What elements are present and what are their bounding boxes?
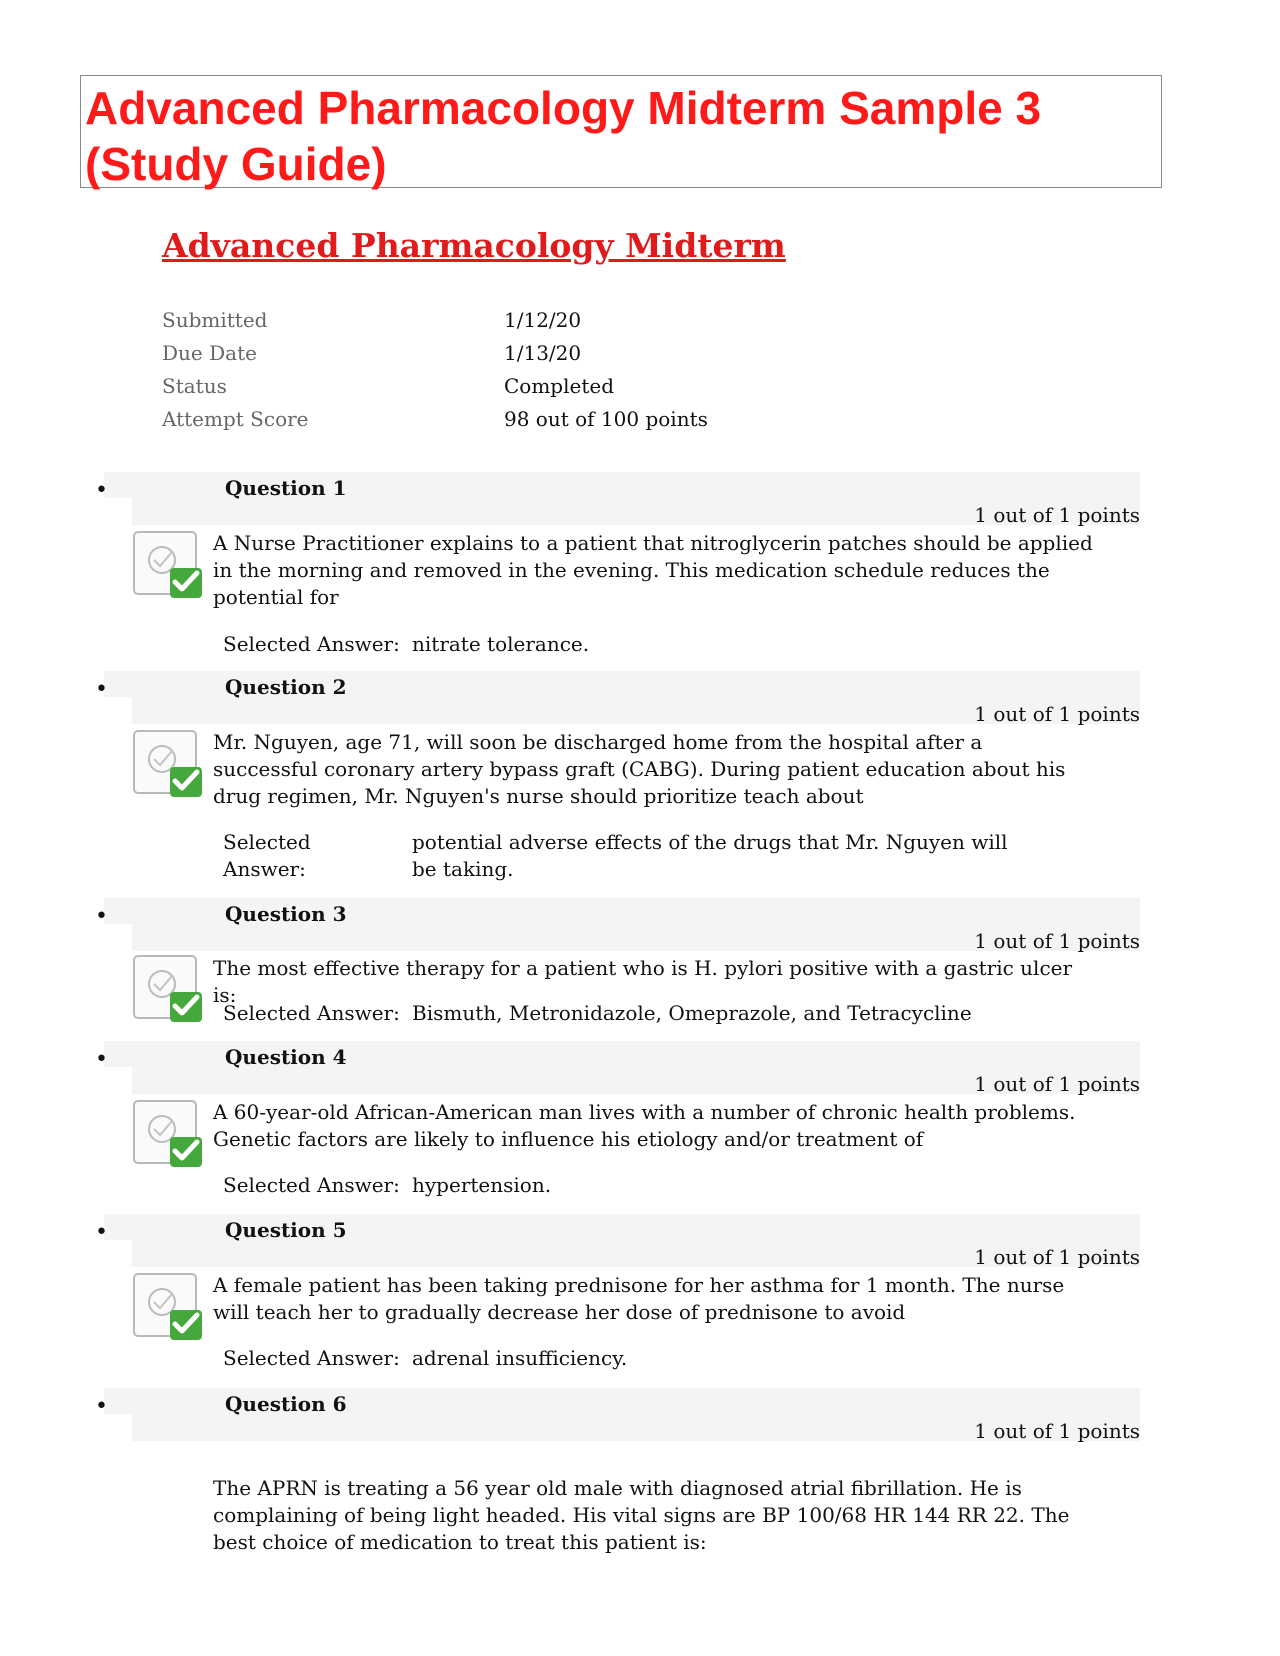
- meta-row: [162, 308, 862, 341]
- question-label: Question 2: [225, 675, 347, 699]
- question-points: 1 out of 1 points: [974, 503, 1140, 527]
- question-label: Question 5: [225, 1218, 347, 1242]
- question-label: Question 4: [225, 1045, 347, 1069]
- question-points: 1 out of 1 points: [974, 1419, 1140, 1443]
- bullet: •: [95, 1220, 108, 1245]
- correct-check-icon: [132, 729, 204, 801]
- bullet: •: [95, 1047, 108, 1072]
- bullet: •: [95, 1394, 108, 1419]
- correct-check-icon: [132, 1272, 204, 1344]
- selected-answer-label: [223, 829, 311, 883]
- selected-answer-label: Selected Answer:: [223, 1346, 400, 1370]
- meta-key: Submitted: [162, 308, 268, 332]
- question-label: Question 6: [225, 1392, 347, 1416]
- bullet: •: [95, 904, 108, 929]
- meta-value: 1/12/20: [504, 308, 582, 332]
- selected-label-line: Answer:: [223, 857, 306, 881]
- question-label: Question 1: [225, 476, 347, 500]
- question-text: A 60-year-old African-American man lives with a number of chronic health problems. Genetic factors are likely to influence his etiology and/or treatment of: [213, 1100, 1076, 1151]
- meta-key: Attempt Score: [162, 407, 309, 431]
- document-title-box: [80, 75, 1162, 188]
- question-label: Question 3: [225, 902, 347, 926]
- document-title: Advanced Pharmacology Midterm Sample 3 (Study Guide): [85, 82, 1042, 190]
- bullet: •: [95, 478, 108, 503]
- bullet: •: [95, 677, 108, 702]
- selected-answer: adrenal insufficiency.: [412, 1346, 628, 1370]
- meta-key: Due Date: [162, 341, 257, 365]
- question-text: A Nurse Practitioner explains to a patient that nitroglycerin patches should be applied in the morning and removed in the evening. This medication schedule reduces the potential for: [213, 531, 1093, 609]
- correct-check-icon: [132, 954, 204, 1026]
- question-text: The APRN is treating a 56 year old male with diagnosed atrial fibrillation. He is complaining of being light headed. His vital signs are BP 100/68 HR 144 RR 22. The best choice of medication to treat this patient is:: [213, 1476, 1070, 1554]
- selected-answer-label: Selected Answer:: [223, 1001, 400, 1025]
- selected-answer-label: Selected Answer:: [223, 1173, 400, 1197]
- question-points: 1 out of 1 points: [974, 702, 1140, 726]
- meta-key: Status: [162, 374, 227, 398]
- exam-title: Advanced Pharmacology Midterm: [162, 226, 786, 265]
- selected-label-line: Selected: [223, 830, 311, 854]
- submission-details: [162, 308, 862, 440]
- question-text: A female patient has been taking prednisone for her asthma for 1 month. The nurse will teach her to gradually decrease her dose of prednisone to avoid: [213, 1273, 1065, 1324]
- meta-row: [162, 341, 862, 374]
- question-points: 1 out of 1 points: [974, 929, 1140, 953]
- question-text: The most effective therapy for a patient who is H. pylori positive with a gastric ulcer is:: [213, 956, 1073, 1007]
- selected-answer: hypertension.: [412, 1173, 552, 1197]
- selected-answer: nitrate tolerance.: [412, 632, 590, 656]
- selected-answer: Bismuth, Metronidazole, Omeprazole, and Tetracycline: [412, 1001, 972, 1025]
- question-points: 1 out of 1 points: [974, 1245, 1140, 1269]
- selected-answer-label: Selected Answer:: [223, 632, 400, 656]
- meta-value: 1/13/20: [504, 341, 582, 365]
- meta-value: Completed: [504, 374, 615, 398]
- correct-check-icon: [132, 1099, 204, 1171]
- meta-row: [162, 407, 862, 440]
- correct-check-icon: [132, 530, 204, 602]
- meta-row: [162, 374, 862, 407]
- meta-value: 98 out of 100 points: [504, 407, 708, 431]
- question-text: Mr. Nguyen, age 71, will soon be discharged home from the hospital after a successful coronary artery bypass graft (CABG). During patient education about his drug regimen, Mr. Nguyen's nurse should prioritize teach about: [213, 730, 1066, 808]
- question-points: 1 out of 1 points: [974, 1072, 1140, 1096]
- selected-answer: potential adverse effects of the drugs that Mr. Nguyen will be taking.: [412, 830, 1008, 881]
